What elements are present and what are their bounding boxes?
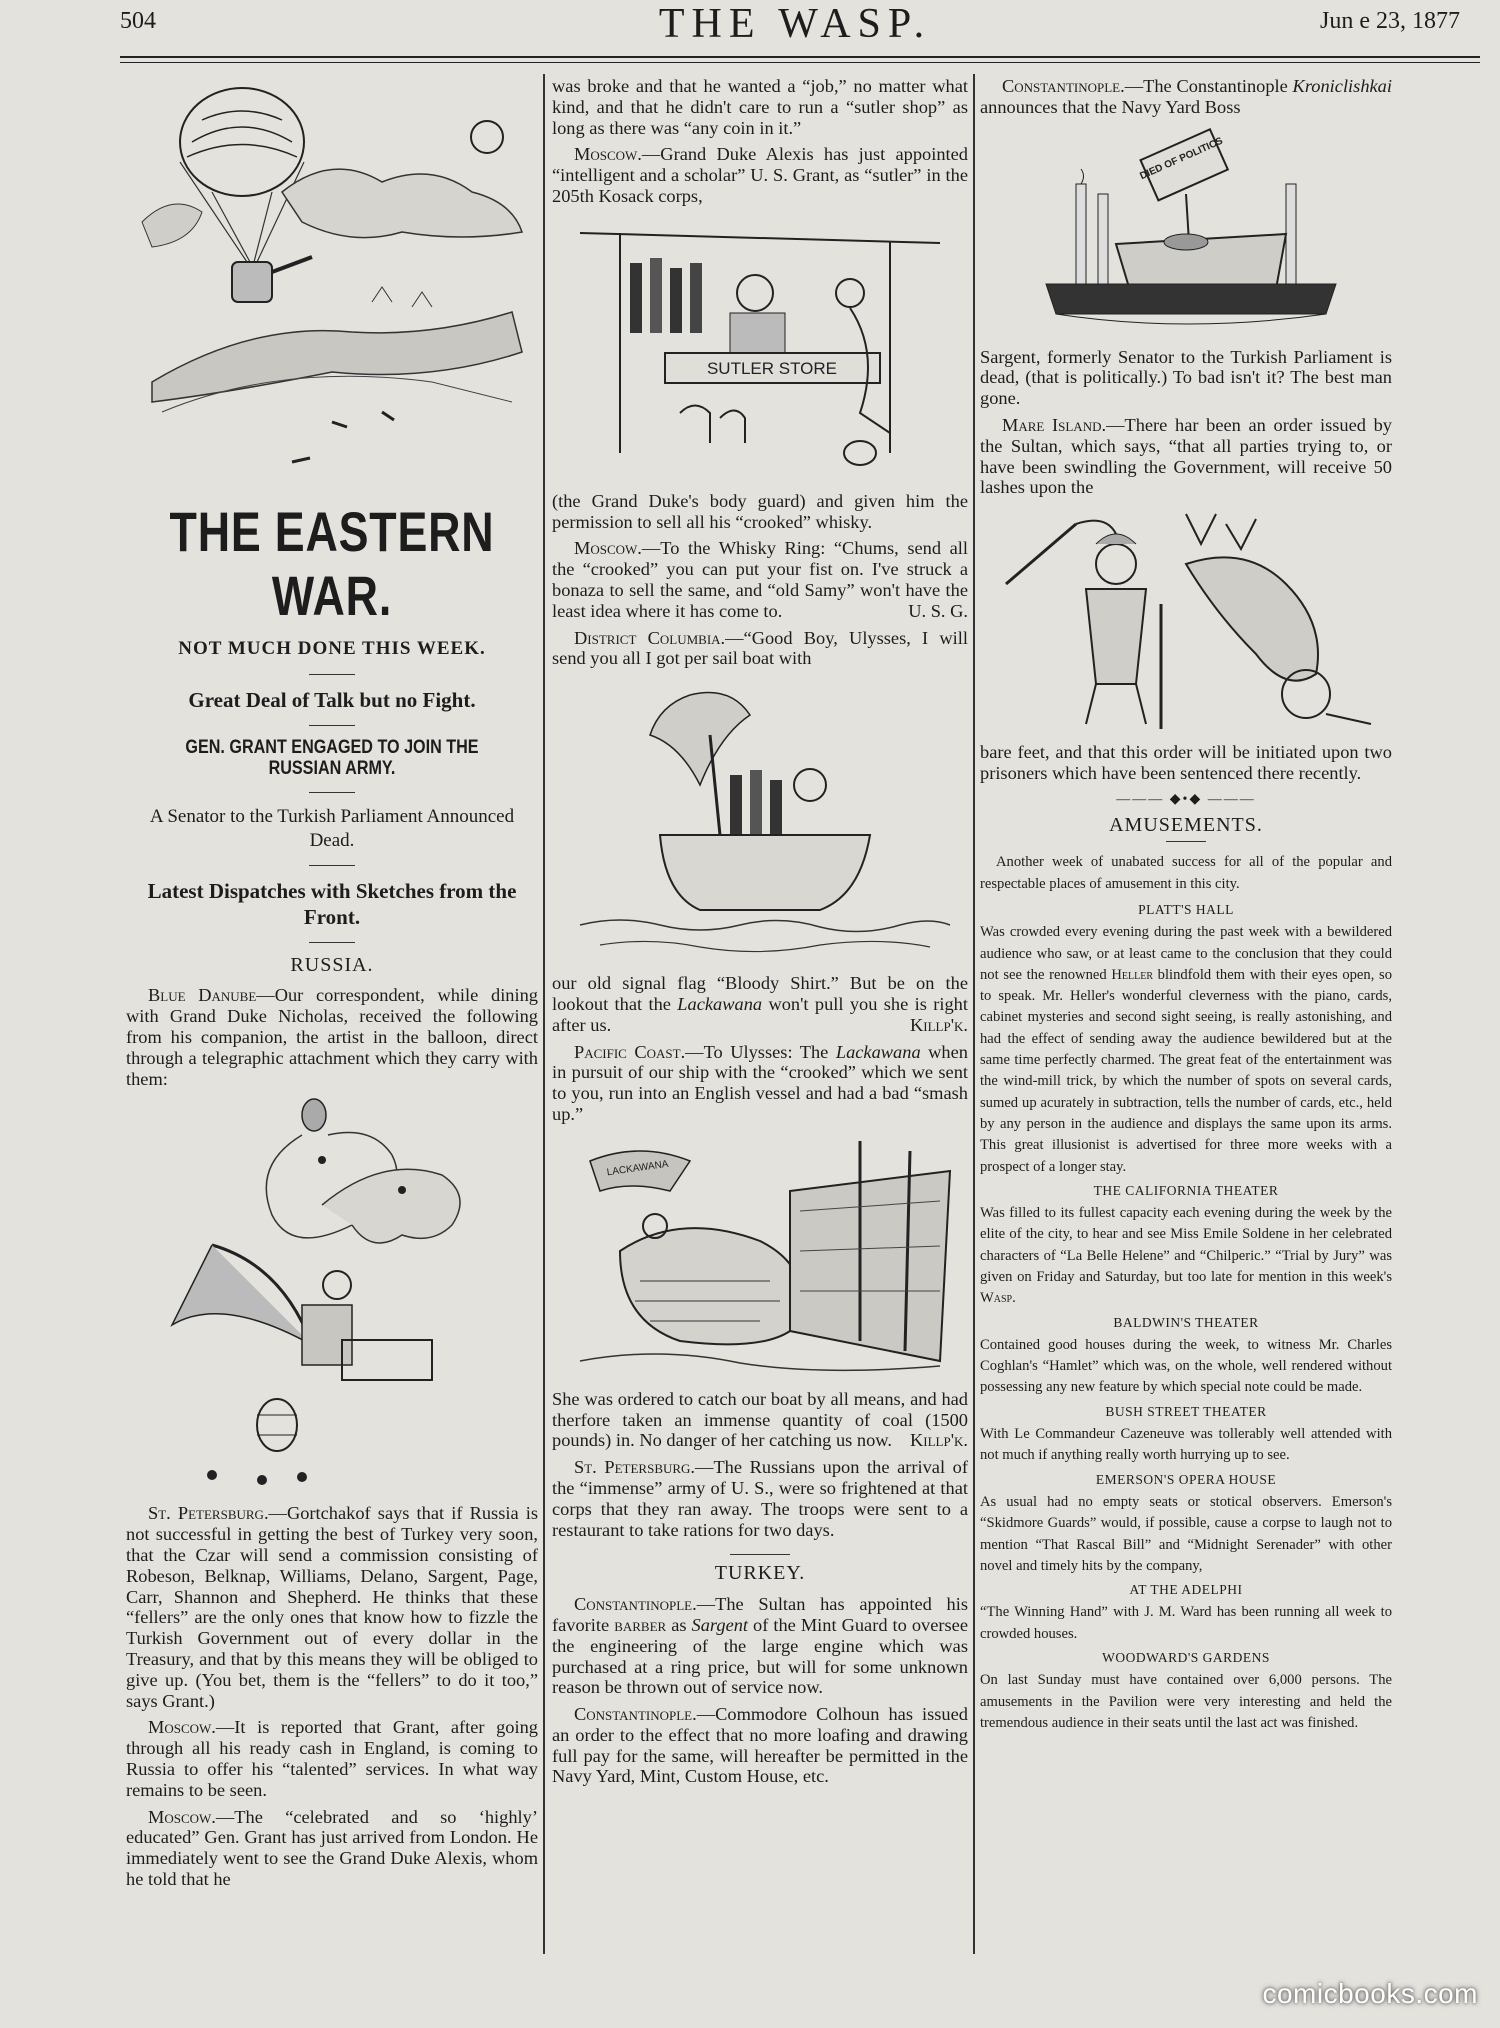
article-paragraph: bare feet, and that this order will be initiated upon two prisoners which have been sentenced there recently. [980,742,1392,783]
sutler-store-sign: SUTLER STORE [706,358,838,378]
amusements-list [980,852,1392,1734]
article-paragraph: Moscow.—It is reported that Grant, after going through all his ready cash in England, is coming to Russia to offer his “talented” services. In what way remains to be seen. [126,1717,538,1800]
died-of-politics-sign: DIED OF POLITICS [1138,135,1225,182]
article-paragraph: St. Petersburg.—The Russians upon the arrival of the “immense” army of U. S., were so frightened at that corps that they ran away. The troops were sent to a restaurant to take rations for two days. [552,1457,968,1540]
article-paragraph: Constantinople.—Commodore Colhoun has issued an order to the effect that no more loafing and drawing full pay for the same, will hereafter be permitted in the Navy Yard, Mint, Custom House, etc. [552,1704,968,1787]
article-paragraph: Constantinople.—The Sultan has appointed his favorite barber as Sargent of the Mint Guard to oversee the engineering of the large engine which was purchased at a ring price, but will for some unknown reason be thrown out of service now. [552,1594,968,1698]
article-paragraph: Blue Danube—Our correspondent, while dining with Grand Duke Nicholas, received the following from his companion, the artist in the balloon, direct through a telegraphic attachment which they carry with them: [126,985,538,1089]
venue-review: With Le Commandeur Cazeneuve was tollerably well attended with not much if anything really worth hurrying up to see. [980,1426,1392,1464]
article-paragraph: Sargent, formerly Senator to the Turkish Parliament is dead, (that is politically.) To bad isn't it? The best man gone. [980,346,1392,409]
venue-review: As usual had no empty seats or stotical observers. Emerson's “Skidmore Guards” would, if possible, cause a corpse to laugh not to mention “That Rascal Bill” and “Midnight Serenader” with other novel and timely hits by the company, [980,1493,1392,1574]
divider [1166,841,1206,842]
article-paragraph: Pacific Coast.—To Ulysses: The Lackawana when in pursuit of our ship with the “crooked” which we sent to you, run into an English vessel and had a bad “smash up.” [552,1041,968,1124]
venue-heading: AT THE ADELPHI [1129,1582,1243,1598]
divider [309,725,355,726]
column-1 [126,76,538,1896]
venue-review: Was crowded every evening during the past week with a bewildered audience who saw, or at least came to the conclusion that they could not see the renowned Heller blindfold them with their eyes open, so to speak. Mr. Heller's wonderful cleverness with the piano, cards, cabinet mysteries and second sight seeing, is really astonishing, and had the effect of sending away the audience bewildered but at the same time perfectly charmed. The great feat of the entertainment was the wind-mill trick, by which the number of spots on several cards, sumed up acurately in subtraction, tells the number of cards, etc., held by any person in the audience and displays the same upon its arms. This great illusionist is advertised for three more weeks with a prospect of a longer stay. [980,924,1392,1175]
divider [309,865,355,866]
balloon-illustration [126,82,538,492]
subhead-dispatches: Latest Dispatches with Sketches from the Front. [147,878,517,929]
article-paragraph: Constantinople.—The Constantinople Kroniclishkai announces that the Navy Yard Boss [980,76,1392,117]
amusements-intro: Another week of unabated success for all of the popular and respectable places of amusement in this city. [980,854,1392,892]
divider [309,674,355,675]
newspaper-title: THE WASP. [658,1,932,47]
subhead-not-much-done: NOT MUCH DONE THIS WEEK. [178,638,486,659]
venue-heading: WOODWARD'S GARDENS [1102,1650,1270,1666]
venue-review: “The Winning Hand” with J. M. Ward has been running all week to crowded houses. [980,1604,1392,1642]
article-paragraph: our old signal flag “Bloody Shirt.” But be on the lookout that the Lackawana won't pull you she is right after us. Killp'k. [552,973,968,1035]
subhead-grant: GEN. GRANT ENGAGED TO JOIN THE RUSSIAN ARMY. [185,737,479,779]
article-paragraph: Moscow.—Grand Duke Alexis has just appointed “intelligent and a scholar” U. S. Grant, as “sutler” in the 205th Kosack corps, [552,144,968,206]
section-russia: RUSSIA. [290,953,374,976]
venue-heading: THE CALIFORNIA THEATER [1093,1182,1279,1198]
venue-review: On last Sunday must have contained over 6,000 persons. The amusements in the Pavilion were very interesting and held the tremendous audience in their seats until the last act was finished. [980,1672,1392,1731]
sutler-store-illustration [552,213,968,483]
lashes-illustration [980,504,1392,734]
masthead-rule-bottom [120,62,1480,63]
ship-collision-illustration [552,1131,968,1381]
page-number: 504 [120,8,156,34]
headline: THE EASTERN WAR. [169,500,495,627]
divider [309,792,355,793]
venue-heading: BALDWIN'S THEATER [1113,1314,1259,1330]
section-turkey: TURKEY. [714,1562,806,1585]
section-amusements: AMUSEMENTS. [1109,813,1263,836]
article-paragraph: District Columbia.—“Good Boy, Ulysses, I will send you all I got per sail boat with [552,627,968,669]
article-paragraph: St. Petersburg.—Gortchakof says that if Russia is not successful in getting the best of Turkey very soon, that the Czar will send a commission consisting of Robeson, Belknap, Williams, Delano, Sargent, Page, Carr, Shannon and Shepherd. He thinks that these “fellers” are the only ones that know how to fizzle the Turkish Government out of every dollar in the Treasury, and that by this means they will be obliged to give up. (You bet, them is the “fellers” to do it too,” says Grant.) [126,1503,538,1711]
divider [730,1554,790,1555]
article-paragraph: (the Grand Duke's body guard) and given him the permission to sell all his “crooked” whisky. [552,490,968,532]
masthead [110,0,1480,50]
column-3 [980,76,1392,1735]
article-paragraph: She was ordered to catch our boat by all means, and had therfore taken an immense quantity of coal (1500 pounds) in. No danger of her catching us now. Killp'k. [552,1388,968,1451]
watermark: comicbooks.com [1262,1978,1478,2009]
venue-review: Was filled to its fullest capacity each evening during the week by the elite of the city, to hear and see Miss Emile Soldene in her celebrated characters of “La Belle Helene” and “Chilperic.” “Trial by Jury” was given on Friday and Saturday, but too late for mention in this week's Wasp. [980,1205,1392,1307]
ornamental-divider: ——— ◆•◆ ——— [1116,791,1256,807]
venue-heading: BUSH STREET THEATER [1105,1403,1267,1419]
divider [309,942,355,943]
ship-flag-label: LACKAWANA [606,1158,670,1179]
venue-heading: EMERSON'S OPERA HOUSE [1095,1471,1277,1487]
article-paragraph: was broke and that he wanted a “job,” no matter what kind, and that he didn't care to run a “sutler shop” as long as there was “any coin in it.” [552,76,968,138]
column-divider-2 [973,74,975,1954]
telegraph-illustration [126,1095,538,1495]
issue-date: Jun e 23, 1877 [1320,8,1460,34]
column-divider-1 [543,74,545,1954]
article-paragraph: Moscow.—The “celebrated and so ‘highly’ educated” Gen. Grant has just arrived from London. He immediately went to see the Grand Duke Alexis, whom he told that he [126,1806,538,1889]
coffin-illustration [980,124,1392,339]
subhead-talk: Great Deal of Talk but no Fight. [188,688,476,712]
article-paragraph: Mare Island.—There har been an order issued by the Sultan, which says, “that all parties trying to, or have been swindling the Government, will receive 50 lashes upon the [980,414,1392,498]
subhead-senator: A Senator to the Turkish Parliament Announced Dead. [149,805,515,851]
sailboat-illustration [552,675,968,965]
column-2 [552,76,968,1793]
venue-review: Contained good houses during the week, to witness Mr. Charles Coghlan's “Hamlet” which was, on the whole, well rendered without possessing any new feature by which special note could be made. [980,1336,1392,1396]
article-paragraph: Moscow.—To the Whisky Ring: “Chums, send all the “crooked” you can put your fist on. I've struck a bonaza to sell the same, and “old Samy” won't have the least idea where it has come to. U. S. G. [552,538,968,621]
masthead-rule-top [120,56,1480,58]
venue-heading: PLATT'S HALL [1138,901,1234,917]
